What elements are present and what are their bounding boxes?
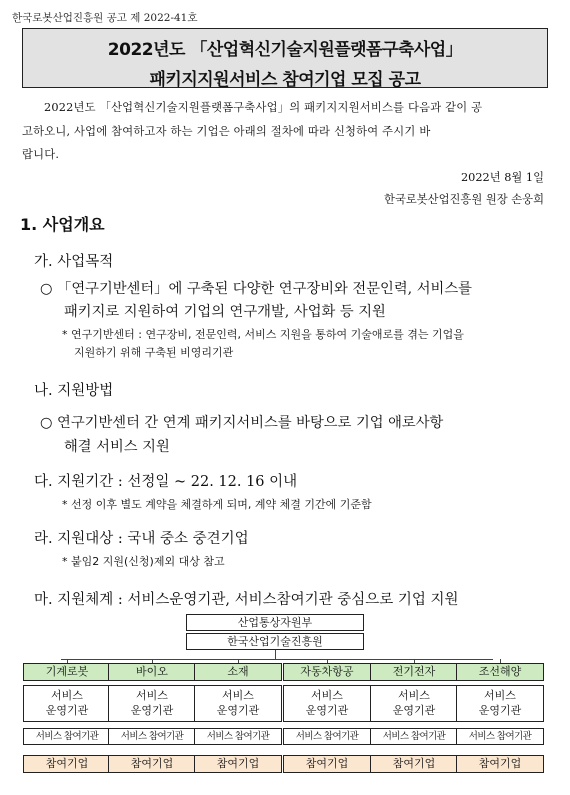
service-operator-box xyxy=(456,685,544,722)
intro-line-1: 2022년도 「산업혁신기술지원플랫폼구축사업」의 패키지지원서비스를 다음과 같이 공 xyxy=(44,101,483,114)
service-operator-text: 서비스 xyxy=(484,689,516,702)
service-operator-text: 서비스 xyxy=(398,689,430,702)
intro-line-3: 랍니다. xyxy=(22,148,60,161)
purpose-note-line-1: * 연구기반센터 : 연구장비, 전문인력, 서비스 지원을 통하여 기술애로를 겪는 기업을 xyxy=(62,328,464,341)
heading-period: 다. 지원기간 : 선정일 ~ 22. 12. 16 이내 xyxy=(34,474,298,490)
service-operator-text: 서비스 xyxy=(51,689,83,702)
company-box: 참여기업 xyxy=(283,755,371,773)
service-participant-box: 서비스 참여기관 xyxy=(23,728,111,745)
connector-horizontal xyxy=(61,659,493,660)
notice-number: 한국로봇산업진흥원 공고 제 2022-41호 xyxy=(12,12,198,24)
title-line-1: 2022년도 「산업혁신기술지원플랫폼구축사업」 xyxy=(107,40,463,60)
category-box: 조선해양 xyxy=(456,663,544,681)
service-participant-box: 서비스 참여기관 xyxy=(194,728,282,745)
category-box: 전기전자 xyxy=(370,663,458,681)
method-bullet-line-1: ○ 연구기반센터 간 연계 패키지서비스를 바탕으로 기업 애로사항 xyxy=(40,415,444,431)
service-operator-text: 운영기관 xyxy=(478,704,522,717)
service-operator-text: 서비스 xyxy=(311,689,343,702)
service-operator-box xyxy=(283,685,371,722)
company-box: 참여기업 xyxy=(370,755,458,773)
service-operator-box xyxy=(370,685,458,722)
title-box xyxy=(22,28,548,88)
heading-system: 마. 지원체계 : 서비스운영기관, 서비스참여기관 중심으로 기업 지원 xyxy=(34,592,459,608)
service-participant-box: 서비스 참여기관 xyxy=(283,728,371,745)
connector-vertical xyxy=(275,650,276,659)
purpose-bullet-line-2: 패키지로 지원하여 기업의 연구개발, 사업화 등 지원 xyxy=(64,304,386,320)
intro-line-2: 고하오니, 사업에 참여하고자 하는 기업은 아래의 절차에 따라 신청하여 주시기 바 xyxy=(22,125,431,138)
service-operator-text: 운영기관 xyxy=(392,704,436,717)
service-operator-text: 서비스 xyxy=(136,689,168,702)
heading-target: 라. 지원대상 : 국내 중소 중견기업 xyxy=(34,531,249,547)
target-note: * 붙임2 지원(신청)제외 대상 참고 xyxy=(62,555,225,568)
issuer: 한국로봇산업진흥원 원장 손웅희 xyxy=(384,193,544,206)
section-title: 1. 사업개요 xyxy=(20,215,105,234)
category-box: 기계로봇 xyxy=(23,663,111,681)
heading-method: 나. 지원방법 xyxy=(34,383,114,399)
title-line-2: 패키지지원서비스 참여기업 모집 공고 xyxy=(149,70,421,90)
ministry-box: 산업통상자원부 xyxy=(186,614,364,631)
company-box: 참여기업 xyxy=(108,755,196,773)
category-box: 바이오 xyxy=(108,663,196,681)
category-box: 자동차항공 xyxy=(283,663,371,681)
method-bullet-line-2: 해결 서비스 지원 xyxy=(64,439,170,455)
agency-box: 한국산업기술진흥원 xyxy=(186,633,364,650)
service-operator-text: 운영기관 xyxy=(216,704,260,717)
service-operator-text: 서비스 xyxy=(222,689,254,702)
category-box: 소재 xyxy=(194,663,282,681)
service-operator-box xyxy=(108,685,196,722)
company-box: 참여기업 xyxy=(23,755,111,773)
company-box: 참여기업 xyxy=(194,755,282,773)
service-participant-box: 서비스 참여기관 xyxy=(108,728,196,745)
service-operator-box xyxy=(194,685,282,722)
service-participant-box: 서비스 참여기관 xyxy=(456,728,544,745)
purpose-note-line-2: 지원하기 위해 구축된 비영리기관 xyxy=(74,346,234,359)
purpose-bullet-line-1: ○ 「연구기반센터」에 구축된 다양한 연구장비와 전문인력, 서비스를 xyxy=(40,281,472,297)
period-note: * 선정 이후 별도 계약을 체결하게 되며, 계약 체결 기간에 기준함 xyxy=(62,498,372,511)
service-participant-box: 서비스 참여기관 xyxy=(370,728,458,745)
heading-purpose: 가. 사업목적 xyxy=(34,254,114,270)
service-operator-text: 운영기관 xyxy=(305,704,349,717)
service-operator-box xyxy=(23,685,111,722)
company-box: 참여기업 xyxy=(456,755,544,773)
service-operator-text: 운영기관 xyxy=(45,704,89,717)
service-operator-text: 운영기관 xyxy=(130,704,174,717)
notice-date: 2022년 8월 1일 xyxy=(460,171,544,184)
